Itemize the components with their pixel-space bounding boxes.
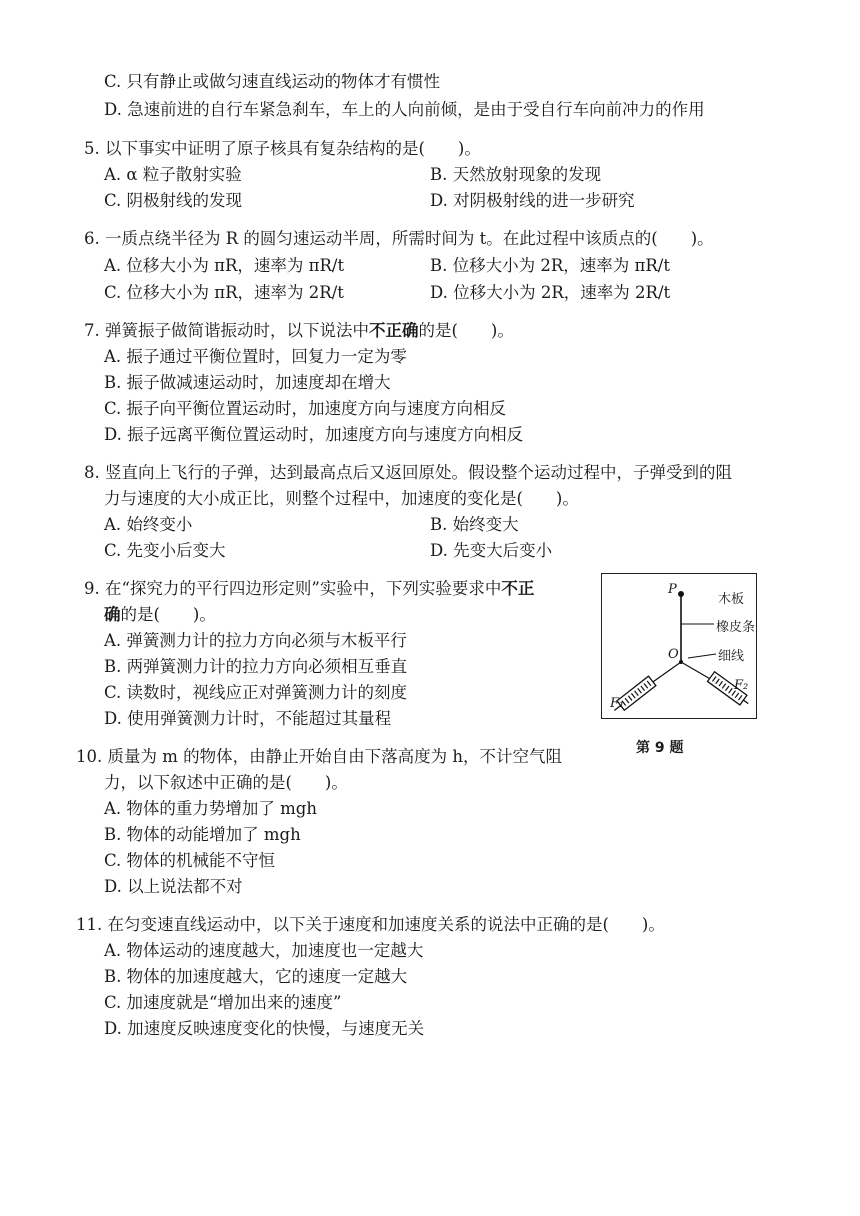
q7-option-d: D. 振子远离平衡位置运动时，加速度方向与速度方向相反 [104, 425, 524, 444]
q9-figure [601, 573, 757, 719]
q7-option-a: A. 振子通过平衡位置时，回复力一定为零 [104, 347, 407, 366]
q6-option-d: D. 位移大小为 2R，速率为 2R/t [430, 283, 671, 302]
q8-option-c: C. 先变小后变大 [104, 541, 226, 560]
q7-option-b: B. 振子做减速运动时，加速度却在增大 [104, 373, 391, 392]
q9-stem-line-1 [84, 578, 534, 600]
q10-option-a: A. 物体的重力势增加了 mgh [104, 799, 317, 818]
q4-option-d: D. 急速前进的自行车紧急刹车，车上的人向前倾，是由于受自行车向前冲力的作用 [104, 100, 705, 119]
q7-stem [84, 320, 514, 342]
q10-stem-line-2: 力，以下叙述中正确的是( )。 [104, 773, 348, 792]
q10-option-c: C. 物体的机械能不守恒 [104, 851, 276, 870]
q10-option-d: D. 以上说法都不对 [104, 877, 243, 896]
q8-option-d: D. 先变大后变小 [430, 541, 553, 560]
label-string: 细线 [718, 649, 745, 664]
q9-stem-bold-2: 确 [104, 605, 121, 624]
q10-stem-line-1: 10. 质量为 m 的物体，由静止开始自由下落高度为 h，不计空气阻 [76, 747, 562, 766]
q7-option-c: C. 振子向平衡位置运动时，加速度方向与速度方向相反 [104, 399, 507, 418]
q8-stem-line-2: 力与速度的大小成正比，则整个过程中，加速度的变化是( )。 [104, 489, 579, 508]
q5-stem: 5. 以下事实中证明了原子核具有复杂结构的是( )。 [84, 139, 481, 158]
q9-option-a: A. 弹簧测力计的拉力方向必须与木板平行 [104, 631, 407, 650]
q6-option-c: C. 位移大小为 πR，速率为 2R/t [104, 283, 344, 302]
label-o: O [668, 647, 679, 662]
q9-option-c: C. 读数时，视线应正对弹簧测力计的刻度 [104, 683, 408, 702]
q10-option-b: B. 物体的动能增加了 mgh [104, 825, 301, 844]
leader-string [688, 654, 716, 658]
q9-stem-line-2 [104, 604, 216, 626]
q5-option-d: D. 对阴极射线的进一步研究 [430, 191, 635, 210]
q6-option-a: A. 位移大小为 πR，速率为 πR/t [104, 256, 345, 275]
q9-stem-pre: 9. 在“探究力的平行四边形定则”实验中，下列实验要求中 [84, 579, 502, 598]
string-f1 [650, 662, 681, 684]
q11-option-b: B. 物体的加速度越大，它的速度一定越大 [104, 967, 408, 986]
figure-caption: 第 9 题 [636, 740, 684, 756]
q7-stem-post: 的是( )。 [418, 321, 514, 340]
q5-option-c: C. 阴极射线的发现 [104, 191, 243, 210]
string-f2 [681, 662, 712, 680]
q7-stem-pre: 7. 弹簧振子做简谐振动时，以下说法中 [84, 321, 369, 340]
q6-stem: 6. 一质点绕半径为 R 的圆匀速运动半周，所需时间为 t。在此过程中该质点的( )。 [84, 229, 714, 248]
q9-stem-post: 的是( )。 [120, 605, 216, 624]
label-rubber: 橡皮条 [716, 620, 756, 635]
label-p: P [668, 582, 677, 597]
q7-stem-bold: 不正确 [369, 321, 419, 340]
q8-stem-line-1: 8. 竖直向上飞行的子弹，达到最高点后又返回原处。假设整个运动过程中，子弹受到的阻 [84, 463, 732, 482]
q11-option-a: A. 物体运动的速度越大，加速度也一定越大 [104, 941, 424, 960]
q6-option-b: B. 位移大小为 2R，速率为 πR/t [430, 256, 670, 275]
q11-option-c: C. 加速度就是“增加出来的速度” [104, 993, 342, 1012]
q9-stem-bold-1: 不正 [501, 579, 535, 598]
q5-option-a: A. α 粒子散射实验 [104, 165, 242, 184]
label-f2: F₂ [734, 678, 749, 693]
q9-option-b: B. 两弹簧测力计的拉力方向必须相互垂直 [104, 657, 408, 676]
q11-stem: 11. 在匀变速直线运动中，以下关于速度和加速度关系的说法中正确的是( )。 [76, 915, 665, 934]
label-f1: F₁ [610, 696, 625, 711]
q4-option-c: C. 只有静止或做匀速直线运动的物体才有惯性 [104, 72, 441, 91]
label-board: 木板 [718, 592, 745, 607]
q9-option-d: D. 使用弹簧测力计时，不能超过其量程 [104, 709, 392, 728]
q11-option-d: D. 加速度反映速度变化的快慢，与速度无关 [104, 1019, 425, 1038]
q8-option-b: B. 始终变大 [430, 515, 519, 534]
q5-option-b: B. 天然放射现象的发现 [430, 165, 602, 184]
q8-option-a: A. 始终变小 [104, 515, 193, 534]
